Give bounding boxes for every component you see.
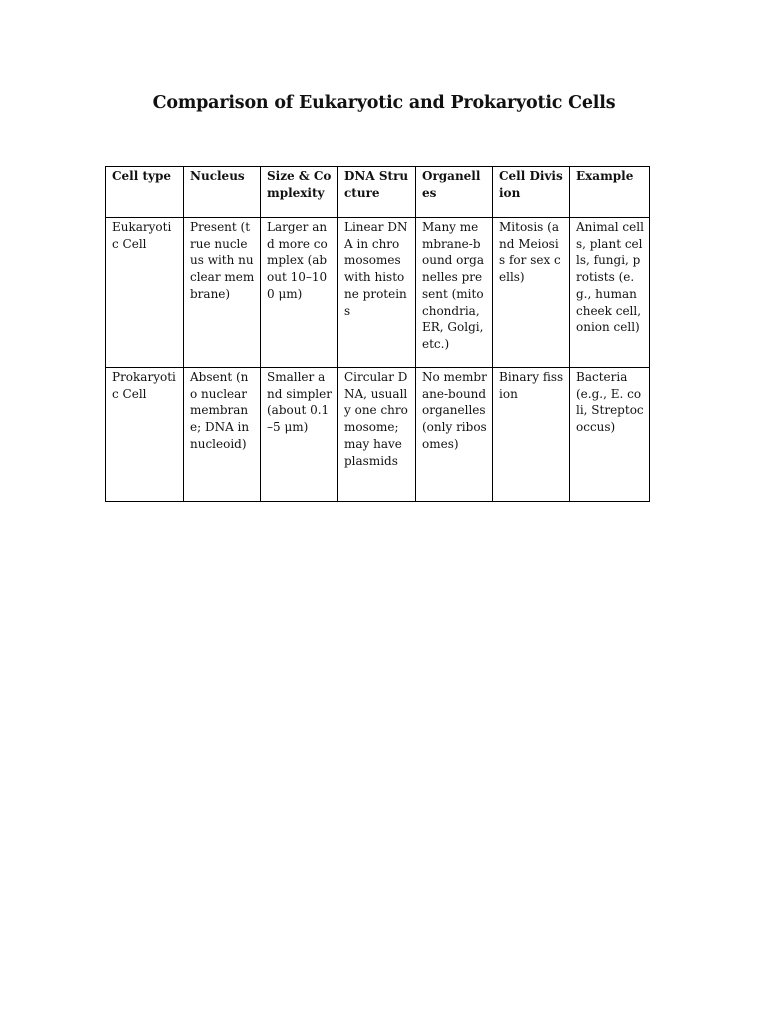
table-cell: Absent (no nuclear membrane; DNA in nucleoid) (184, 368, 261, 502)
table-cell: Smaller and simpler (about 0.1–5 μm) (261, 368, 338, 502)
table-cell: Circular DNA, usually one chromosome; may have plasmids (338, 368, 416, 502)
header-example: Example (570, 167, 650, 218)
table-header-row (106, 167, 650, 218)
table-cell: Present (true nucleus with nuclear membrane) (184, 218, 261, 368)
table-row-eukaryotic (106, 218, 650, 368)
table-cell: Binary fission (493, 368, 570, 502)
page-title: Comparison of Eukaryotic and Prokaryotic Cells (152, 93, 616, 113)
table-cell: No membrane-bound organelles (only ribosomes) (416, 368, 493, 502)
header-size-complexity: Size & Complexity (261, 167, 338, 218)
table-cell: Linear DNA in chromosomes with histone proteins (338, 218, 416, 368)
header-cell-type: Cell type (106, 167, 184, 218)
header-cell-division: Cell Division (493, 167, 570, 218)
table-row-prokaryotic (106, 368, 650, 502)
table-cell: Mitosis (and Meiosis for sex cells) (493, 218, 570, 368)
header-nucleus: Nucleus (184, 167, 261, 218)
table-cell: Animal cells, plant cells, fungi, protists (e.g., human cheek cell, onion cell) (570, 218, 650, 368)
table-cell: Bacteria (e.g., E. coli, Streptococcus) (570, 368, 650, 502)
table-cell: Prokaryotic Cell (106, 368, 184, 502)
table-cell: Many membrane-bound organelles present (mitochondria, ER, Golgi, etc.) (416, 218, 493, 368)
comparison-table (105, 166, 650, 502)
header-organelles: Organelles (416, 167, 493, 218)
header-dna-structure: DNA Structure (338, 167, 416, 218)
table-cell: Eukaryotic Cell (106, 218, 184, 368)
table-cell: Larger and more complex (about 10–100 μm) (261, 218, 338, 368)
